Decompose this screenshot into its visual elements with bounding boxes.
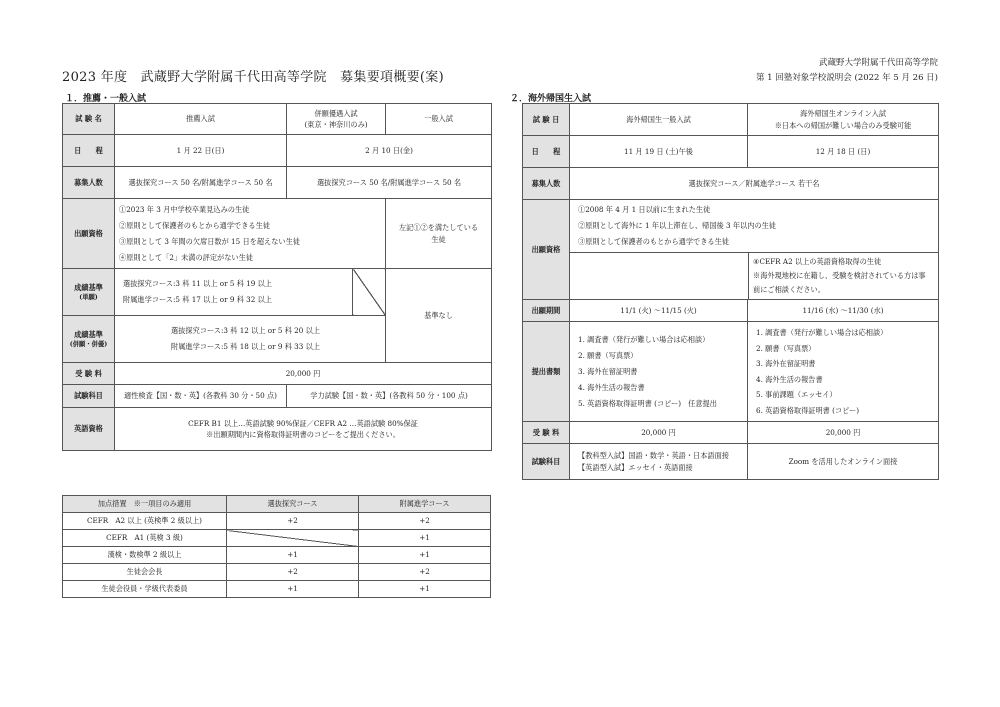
- exam-type-suisen: 推薦入試: [115, 104, 287, 135]
- qualification-ippan: [386, 199, 492, 269]
- document-item: 2. 願書（写真票）: [756, 343, 816, 353]
- label-period: 出願期間: [523, 300, 570, 322]
- subjects-other: 学力試験【国・数・英】(各教科 50 分・100 点): [287, 385, 492, 408]
- bonus-header-advanced: 選抜探究コース: [227, 496, 359, 513]
- returnee-table: [522, 103, 939, 480]
- label-subjects: 試験科目: [63, 385, 115, 408]
- fee-general: 20,000 円: [570, 422, 748, 444]
- event-name: 第 1 回塾対象学校説明会 (2022 年 5 月 26 日): [755, 73, 938, 83]
- bonus-row-advanced: +2: [227, 564, 359, 581]
- qualification-note-line2: 前にご相談ください。: [753, 285, 825, 294]
- label-fee: 受 験 料: [63, 363, 115, 385]
- grade-multi: [115, 316, 386, 363]
- bonus-row-affiliated: +2: [359, 513, 491, 530]
- label-qualification-returnee: 出願資格: [523, 200, 570, 300]
- period-online: 11/16 (水) ～11/30 (水): [748, 300, 939, 322]
- bonus-row-affiliated: +1: [359, 581, 491, 598]
- date-suisen: 1 月 22 日(日): [115, 135, 287, 167]
- qualification-item: ③原則として 3 年間の欠席日数が 15 日を超えない生徒: [119, 236, 300, 246]
- qualification-returnee-list: [570, 200, 938, 252]
- label-grade-single-line1: 成績基準: [74, 282, 103, 292]
- bonus-row-label: 漢検・数検準 2 級以上: [63, 547, 227, 564]
- label-documents: 提出書類: [523, 322, 570, 422]
- document-item: 1. 調査書（発行が難しい場合は応相談）: [578, 334, 710, 344]
- bonus-row-advanced: +1: [227, 547, 359, 564]
- document-item: 6. 英語資格取得証明書 (コピー): [756, 405, 859, 415]
- qualification-note-line1: ※海外現地校に在籍し、受験を検討されている方は事: [753, 271, 926, 280]
- bonus-header-affiliated: 附属進学コース: [359, 496, 491, 513]
- exam-type-heigan-line2: (東京・神奈川のみ): [304, 120, 368, 129]
- label-fee-returnee: 受 験 料: [523, 422, 570, 444]
- qualification-item: ④原則として「2」未満の評定がない生徒: [119, 252, 253, 262]
- bonus-header-label: 加点措置 ※一項目のみ適用: [63, 496, 227, 513]
- grade-ippan: 基準なし: [386, 269, 492, 363]
- bonus-points-table: [62, 495, 491, 598]
- qualification-returnee-extra: [570, 252, 938, 299]
- documents-online: [748, 322, 939, 422]
- grade-multi-item: 選抜探究コース:3 科 12 以上 or 5 科 20 以上: [171, 326, 320, 335]
- document-item: 5. 英語資格取得証明書 (コピー) 任意提出: [578, 398, 717, 408]
- label-exam-date: 試 験 日: [523, 104, 570, 136]
- grade-multi-item: 附属進学コース:5 科 18 以上 or 9 科 33 以上: [171, 342, 320, 351]
- bonus-row-affiliated: +2: [359, 564, 491, 581]
- organizer-info: [756, 56, 938, 86]
- bonus-row-label: CEFR A1 (英検 3 級): [63, 530, 227, 547]
- subjects-general-line2: 【英語型入試】エッセイ・英語面接: [578, 462, 693, 472]
- document-item: 3. 海外在留証明書: [578, 366, 638, 376]
- qualification-list: [115, 199, 386, 269]
- fee: 20,000 円: [115, 363, 492, 385]
- subjects-suisen: 適性検査【国・数・英】(各教科 30 分・50 点): [115, 385, 287, 408]
- period-general: 11/1 (火) ～11/15 (火): [570, 300, 748, 322]
- schedule-online: 12 月 18 日 (日): [748, 136, 939, 168]
- document-item: 3. 海外在留証明書: [756, 359, 816, 368]
- label-grade-multi: [63, 316, 115, 363]
- type-online-line1: 海外帰国生オンライン入試: [799, 109, 887, 119]
- qualification-item: ②原則として保護者のもとから通学できる生徒: [119, 220, 270, 230]
- documents-general: [570, 322, 748, 422]
- type-online-line2: ※日本への帰国が難しい場合のみ受験可能: [774, 120, 912, 130]
- label-grade-multi-line2: (併願・併優): [69, 340, 108, 348]
- label-english: 英語資格: [63, 408, 115, 451]
- schedule-general: 11 月 19 日 (土)午後: [570, 136, 748, 168]
- qualification-general-empty: [570, 253, 749, 299]
- grade-single: [115, 269, 353, 316]
- label-capacity: 募集人数: [63, 167, 115, 199]
- bonus-row-label: 生徒会役員・学級代表委員: [63, 581, 227, 598]
- type-returnee-general: 海外帰国生一般入試: [570, 104, 748, 136]
- label-subjects-returnee: 試験科目: [523, 444, 570, 480]
- type-returnee-online: [748, 104, 939, 136]
- page-title: 2023 年度 武蔵野大学附属千代田高等学院 募集要項概要(案): [62, 70, 444, 85]
- section2-heading: ２．海外帰国生入試: [510, 94, 592, 104]
- bonus-row-label: 生徒会会長: [63, 564, 227, 581]
- grade-single-item: 附属進学コース:5 科 17 以上 or 9 科 32 以上: [123, 295, 272, 304]
- qualification-returnee: [570, 200, 939, 300]
- exam-type-heigan-line1: 併願優遇入試: [314, 108, 358, 118]
- grade-single-heigan-na: [353, 269, 386, 316]
- qualification-ippan-line1: 左記①②を満たしている: [398, 223, 479, 233]
- date-other: 2 月 10 日(金): [287, 135, 492, 167]
- bonus-row-advanced-na: [227, 530, 359, 547]
- qualification-cefr: ④CEFR A2 以上の英語資格取得の生徒: [753, 257, 882, 266]
- qualification-online: [749, 253, 938, 299]
- document-item: 4. 海外生活の報告書: [578, 382, 645, 392]
- exam-type-ippan: 一般入試: [386, 104, 492, 135]
- subjects-general-line1: 【教科型入試】国語・数学・英語・日本語面接: [578, 451, 729, 461]
- label-grade-multi-line1: 成績基準: [74, 329, 103, 339]
- qualification-returnee-item: ②原則として海外に 1 年以上滞在し、帰国後 3 年以内の生徒: [578, 221, 776, 230]
- bonus-row-advanced: +1: [227, 581, 359, 598]
- english-note: ※出願期間内に資格取得証明書のコピーをご提出ください。: [206, 430, 400, 439]
- label-qualification: 出願資格: [63, 199, 115, 269]
- bonus-row-label: CEFR A2 以上 (英検準 2 級以上): [63, 513, 227, 530]
- capacity-suisen: 選抜探究コース 50 名/附属進学コース 50 名: [115, 167, 287, 199]
- subjects-online: Zoom を活用したオンライン面接: [748, 444, 939, 480]
- bonus-row-affiliated: +1: [359, 530, 491, 547]
- recommend-general-table: [62, 103, 492, 451]
- label-date: 日 程: [63, 135, 115, 167]
- document-item: 5. 事前課題（エッセイ）: [756, 390, 837, 399]
- exam-type-heigan: [287, 104, 386, 135]
- qualification-item: ①2023 年 3 月中学校卒業見込みの生徒: [119, 204, 250, 214]
- document-item: 2. 願書（写真票）: [578, 350, 638, 360]
- label-capacity-returnee: 募集人数: [523, 168, 570, 200]
- label-grade-single: [63, 269, 115, 316]
- label-grade-single-line2: (単願): [79, 293, 98, 301]
- bonus-row-affiliated: +1: [359, 547, 491, 564]
- qualification-ippan-line2: 生徒: [431, 234, 446, 244]
- english-guarantee: CEFR B1 以上…英語試験 90%保証／CEFR A2 …英語試験 80%保証: [188, 418, 418, 428]
- bonus-row-advanced: +2: [227, 513, 359, 530]
- school-name: 武蔵野大学附属千代田高等学院: [818, 58, 938, 68]
- section1-heading: １．推薦・一般入試: [65, 94, 147, 104]
- capacity-returnee: 選抜探究コース／附属進学コース 若干名: [570, 168, 939, 200]
- subjects-general: [570, 444, 748, 480]
- qualification-returnee-item: ③原則として保護者のもとから通学できる生徒: [578, 237, 729, 246]
- document-item: 1. 調査書（発行が難しい場合は応相談）: [756, 328, 888, 337]
- english-qualification: [115, 408, 492, 451]
- grade-single-item: 選抜探究コース:3 科 11 以上 or 5 科 19 以上: [123, 279, 272, 288]
- label-exam-type: 試 験 名: [63, 104, 115, 135]
- label-schedule: 日 程: [523, 136, 570, 168]
- document-item: 4. 海外生活の報告書: [756, 374, 823, 384]
- fee-online: 20,000 円: [748, 422, 939, 444]
- qualification-returnee-item: ①2008 年 4 月 1 日以前に生まれた生徒: [578, 205, 711, 214]
- capacity-other: 選抜探究コース 50 名/附属進学コース 50 名: [287, 167, 492, 199]
